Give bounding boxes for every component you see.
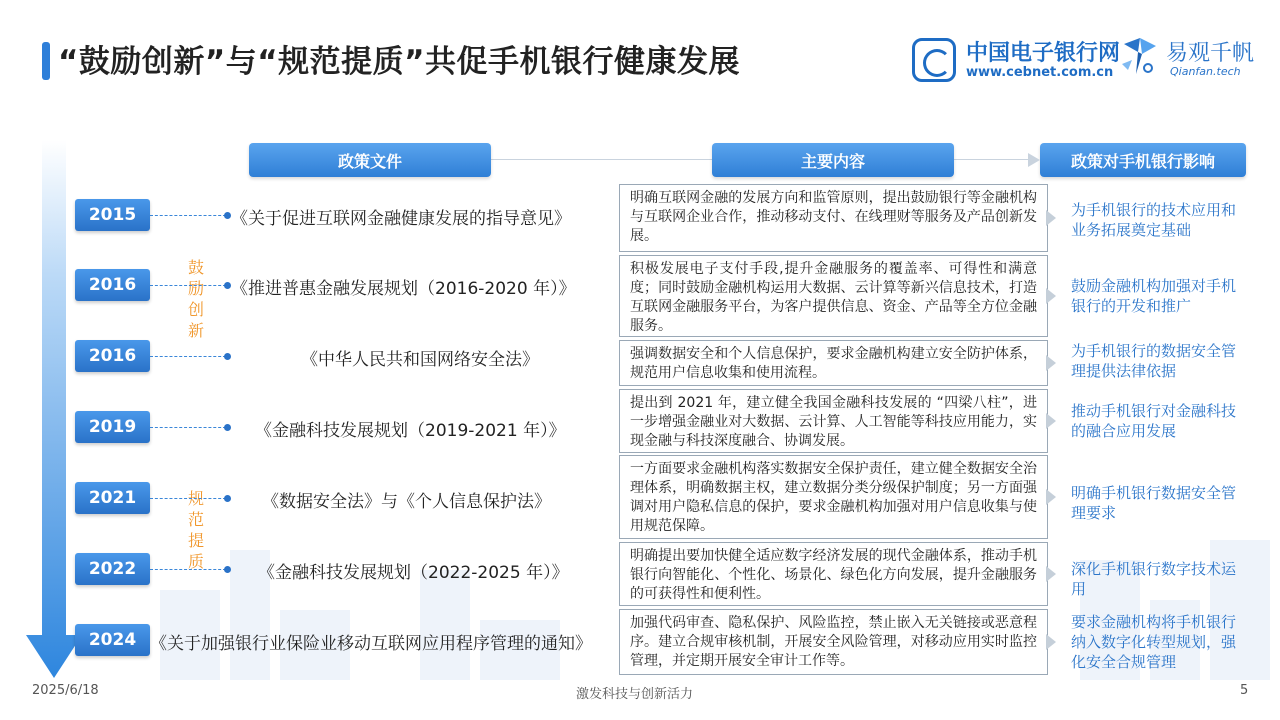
year-badge: 2022	[75, 553, 150, 585]
timeline-connector	[150, 427, 226, 428]
year-badge: 2016	[75, 269, 150, 301]
cebnet-logo-icon	[912, 38, 956, 82]
policy-title: 《金融科技发展规划（2022-2025 年）》	[258, 563, 569, 583]
connector-dot	[224, 282, 231, 289]
connector-dot	[224, 212, 231, 219]
header-content: 主要内容	[712, 143, 954, 177]
connector-dot	[224, 424, 231, 431]
footer-slogan: 激发科技与创新活力	[576, 687, 694, 702]
impact-arrow-icon	[1046, 210, 1056, 226]
connector-dot	[224, 566, 231, 573]
impact-arrow-icon	[1046, 288, 1056, 304]
content-box	[619, 184, 1048, 252]
impact-text: 鼓励金融机构加强对手机银行的开发和推广	[1071, 277, 1237, 315]
policy-title: 《金融科技发展规划（2019-2021 年）》	[255, 421, 566, 441]
impact-text: 要求金融机构将手机银行纳入数字化转型规划，强化安全合规管理	[1071, 613, 1237, 671]
impact-arrow-icon	[1046, 355, 1056, 371]
qianfan-logo-name: 易观千帆	[1166, 41, 1255, 66]
content-text: 提出到 2021 年，建立健全我国金融科技发展的 “四梁八柱”，进一步增强金融业对大数据、云计算、人工智能等科技应用能力，实现金融与科技深度融合、协调发展。	[630, 395, 1037, 449]
timeline-connector	[150, 498, 226, 499]
header-impact: 政策对手机银行影响	[1040, 143, 1246, 177]
content-box	[619, 609, 1048, 675]
cebnet-logo-url: www.cebnet.com.cn	[966, 65, 1114, 80]
header-connector-line	[952, 159, 1032, 160]
content-text: 强调数据安全和个人信息保护，要求金融机构建立安全防护体系，规范用户信息收集和使用流程。	[630, 346, 1037, 381]
content-box	[619, 340, 1048, 386]
content-box	[619, 389, 1048, 453]
timeline-connector	[150, 356, 226, 357]
policy-title: 《关于加强银行业保险业移动互联网应用程序管理的通知》	[150, 634, 592, 654]
content-text: 一方面要求金融机构落实数据安全保护责任，建立健全数据安全治理体系，明确数据主权，建立数据分类分级保护制度；另一方面强调对用户隐私信息的保护，要求金融机构加强对用户信息收集与使用规范保障。	[630, 461, 1037, 534]
header-connector-line	[490, 159, 712, 160]
impact-text: 为手机银行的技术应用和业务拓展奠定基础	[1071, 201, 1237, 239]
impact-arrow-icon	[1046, 489, 1056, 505]
impact-arrow-icon	[1046, 413, 1056, 429]
qianfan-logo-icon	[1118, 34, 1162, 82]
year-badge: 2019	[75, 411, 150, 443]
impact-text: 推动手机银行对金融科技的融合应用发展	[1071, 402, 1237, 440]
content-text: 加强代码审查、隐私保护、风险监控，禁止嵌入无关链接或恶意程序。建立合规审核机制，开展安全风险管理，对移动应用实时监控管理，并定期开展安全审计工作等。	[630, 615, 1037, 669]
impact-arrow-icon	[1046, 566, 1056, 582]
connector-dot	[224, 353, 231, 360]
content-box	[619, 255, 1048, 337]
cebnet-logo	[912, 36, 1142, 86]
impact-arrow-icon	[1046, 634, 1056, 650]
content-text: 积极发展电子支付手段,提升金融服务的覆盖率、可得性和满意度；同时鼓励金融机构运用大数据、云计算等新兴信息技术，打造互联网金融服务平台，为客户提供信息、资金、产品等全方位金融服务。	[630, 261, 1037, 334]
impact-text: 明确手机银行数据安全管理要求	[1071, 484, 1237, 522]
page-title: “鼓励创新”与“规范提质”共促手机银行健康发展	[58, 44, 740, 80]
policy-title: 《推进普惠金融发展规划（2016-2020 年）》	[231, 279, 576, 299]
connector-dot	[224, 495, 231, 502]
header-policy: 政策文件	[249, 143, 491, 177]
header-arrow-icon	[1028, 153, 1040, 167]
year-badge: 2024	[75, 624, 150, 656]
policy-title: 《数据安全法》与《个人信息保护法》	[262, 492, 551, 512]
title-accent-bar	[42, 42, 50, 80]
year-badge: 2016	[75, 340, 150, 372]
phase-label-regulate: 规范提质	[187, 489, 204, 571]
qianfan-logo-en: Qianfan.tech	[1170, 65, 1241, 78]
qianfan-logo	[1118, 34, 1268, 84]
policy-title: 《关于促进互联网金融健康发展的指导意见》	[231, 209, 571, 229]
policy-title: 《中华人民共和国网络安全法》	[301, 350, 539, 370]
timeline-connector	[150, 285, 226, 286]
phase-label-innovate: 鼓励创新	[187, 258, 204, 340]
timeline-connector	[150, 569, 226, 570]
content-box	[619, 542, 1048, 606]
timeline-connector	[150, 215, 226, 216]
impact-text: 深化手机银行数字技术运用	[1071, 560, 1237, 598]
impact-text: 为手机银行的数据安全管理提供法律依据	[1071, 342, 1237, 380]
content-box	[619, 455, 1048, 539]
content-text: 明确互联网金融的发展方向和监管原则，提出鼓励银行等金融机构与互联网企业合作，推动移动支付、在线理财等服务及产品创新发展。	[630, 190, 1037, 244]
year-badge: 2015	[75, 199, 150, 231]
footer-date: 2025/6/18	[32, 683, 99, 698]
cebnet-logo-name: 中国电子银行网	[966, 41, 1121, 66]
page-number: 5	[1240, 683, 1249, 698]
year-badge: 2021	[75, 482, 150, 514]
content-text: 明确提出要加快健全适应数字经济发展的现代金融体系，推动手机银行向智能化、个性化、场景化、绿色化方向发展，提升金融服务的可获得性和便利性。	[630, 548, 1037, 602]
